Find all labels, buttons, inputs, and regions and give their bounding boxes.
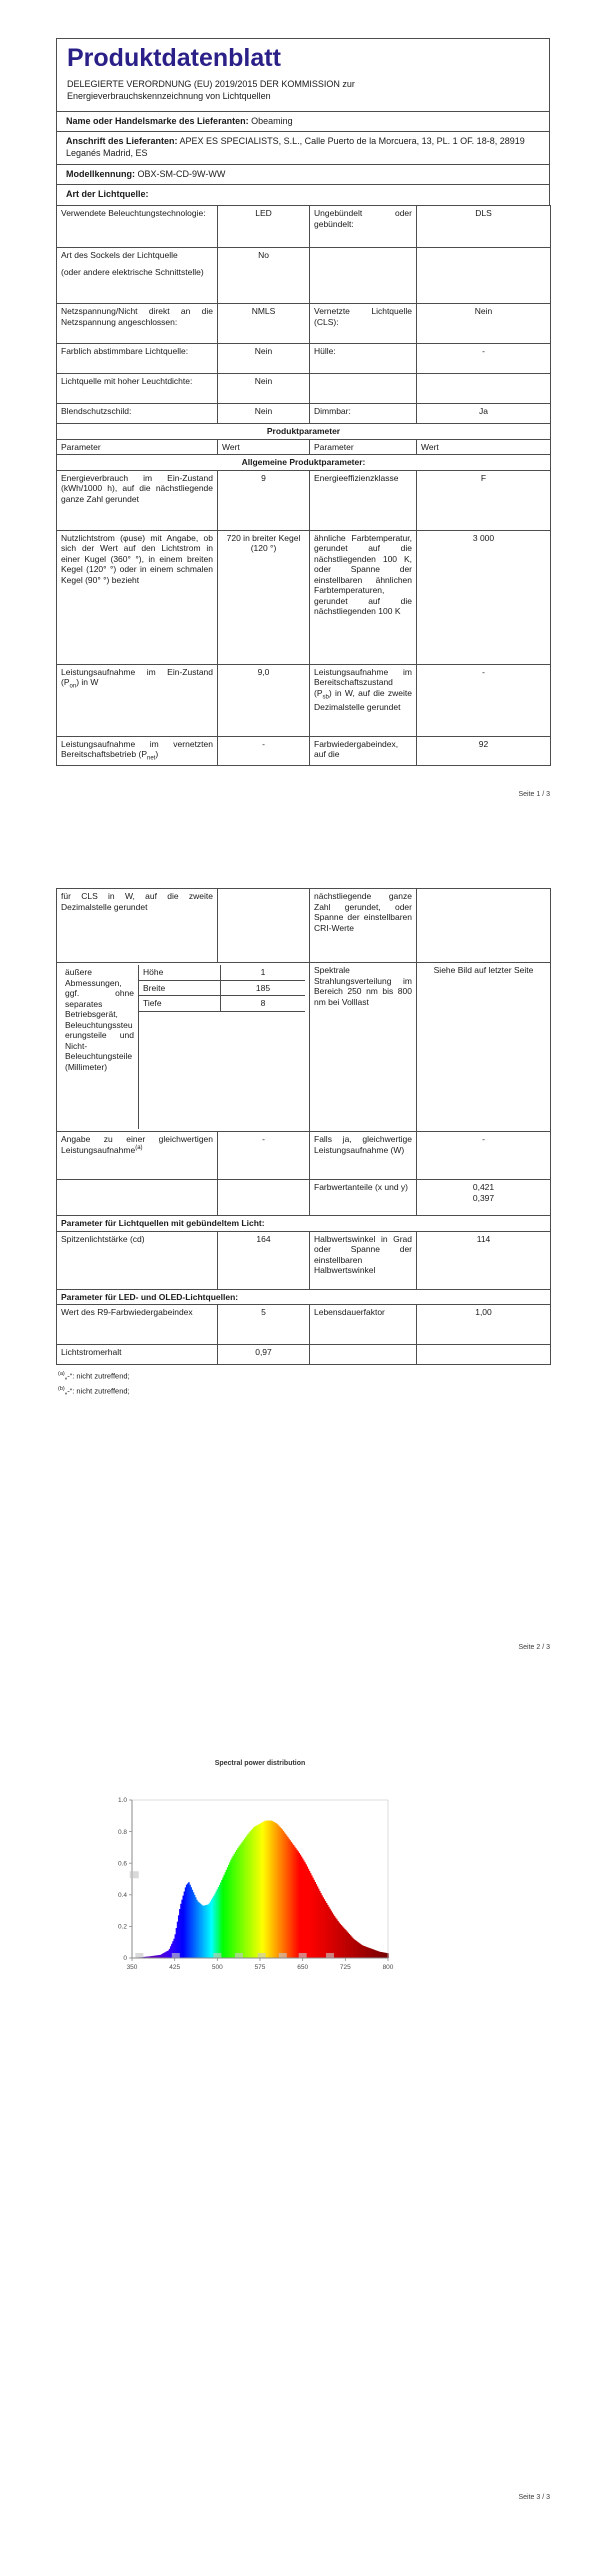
- svg-text:350: 350: [126, 1964, 138, 1971]
- table-row: [57, 530, 551, 664]
- param-cell: Farblich abstimmbare Lichtquelle:: [57, 343, 218, 373]
- table-row: [57, 343, 551, 373]
- param-cell: Hülle:: [310, 343, 417, 373]
- address-label: Anschrift des Lieferanten:: [66, 136, 178, 147]
- table-row: [57, 664, 551, 736]
- svg-text:0.4: 0.4: [117, 1892, 127, 1899]
- svg-text:425: 425: [169, 1964, 181, 1971]
- page-2: [56, 888, 550, 1403]
- param-cell: Energieeffizienzklasse: [310, 470, 417, 530]
- spd-chart: [95, 1770, 405, 1975]
- value-cell: -: [218, 1132, 310, 1180]
- value-cell: Nein: [218, 373, 310, 403]
- table-row: [57, 1345, 551, 1365]
- value-cell: 9: [218, 470, 310, 530]
- param-cell: Vernetzte Lichtquelle (CLS):: [310, 303, 417, 343]
- param-cell: Lichtquelle mit hoher Leuchtdichte:: [57, 373, 218, 403]
- width-value: 185: [255, 982, 271, 993]
- width-label: Breite: [139, 981, 221, 996]
- value-cell: -: [417, 1132, 551, 1180]
- value-cell: No: [218, 247, 310, 303]
- param-cell: Farbwertanteile (x und y): [310, 1180, 417, 1216]
- value-cell: [218, 1180, 310, 1216]
- param-cell: Spitzenlichtstärke (cd): [57, 1231, 218, 1289]
- page-title: Produktdatenblatt: [67, 44, 281, 72]
- param-cell: Blendschutzschild:: [57, 403, 218, 423]
- col-header: Wert: [218, 439, 310, 455]
- table-row: [57, 247, 551, 303]
- title-block: [56, 38, 550, 112]
- param-cell: Angabe zu einer gleichwertigen Leistungsaufnahme$^{(a)}$: [57, 1132, 218, 1180]
- gebuendelt-section-header: Parameter für Lichtquellen mit gebündeltem Licht:: [57, 1216, 551, 1232]
- param-cell: Spektrale Strahlungsverteilung im Bereich 250 nm bis 800 nm bei Volllast: [310, 963, 417, 1132]
- param-cell: [57, 1180, 218, 1216]
- model-label: Modellkennung:: [66, 168, 135, 179]
- svg-text:0: 0: [123, 1955, 127, 1963]
- value-cell: 92: [417, 736, 551, 766]
- param-cell: nächstliegende ganze Zahl gerundet, oder Spanne der einstellbaren CRI-Werte: [310, 889, 417, 963]
- regulation-subtitle-line-1: DELEGIERTE VERORDNUNG (EU) 2019/2015 DER KOMMISSION zur: [67, 79, 355, 90]
- dimensions-label: äußere Abmessungen, ggf. ohne separates Betriebsgerät, Beleuchtungssteuerungsteile und Nicht-Beleuchtungsteile (Millimeter): [61, 965, 139, 1129]
- product-parameters-table-page2: [56, 888, 551, 1365]
- supplier-value: Obeaming: [251, 115, 293, 126]
- param-cell: für CLS in W, auf die zweite Dezimalstelle gerundet: [57, 889, 218, 963]
- chart-title: Spectral power distribution: [214, 1760, 306, 1767]
- svg-text:575: 575: [254, 1964, 266, 1971]
- value-cell: [417, 889, 551, 963]
- footnote-a: $^{(a)}$„-“: nicht zutreffend;: [58, 1371, 130, 1381]
- param-cell: Halbwertswinkel in Grad oder Spanne der einstellbaren Halbwertswinkel: [310, 1231, 417, 1289]
- param-cell: Farbwiedergabeindex, auf die: [310, 736, 417, 766]
- value-cell: Nein: [218, 343, 310, 373]
- value-cell: 0,97: [218, 1345, 310, 1365]
- supplier-row: [56, 111, 550, 133]
- dimensions-cell: [57, 963, 310, 1132]
- table-row: [57, 1180, 551, 1216]
- address-row: [56, 131, 550, 164]
- dimension-width-row: [139, 981, 305, 997]
- column-header-row: [57, 439, 551, 455]
- value-cell: 1,00: [417, 1305, 551, 1345]
- dimension-depth-row: [139, 996, 305, 1012]
- table-row: [57, 373, 551, 403]
- value-cell: 164: [218, 1231, 310, 1289]
- dimension-filler: [139, 1012, 305, 1129]
- value-cell: -: [417, 664, 551, 736]
- param-cell: Dimmbar:: [310, 403, 417, 423]
- param-cell: Verwendete Beleuchtungstechnologie:: [57, 205, 218, 247]
- footnote-b: $^{(b)}$„-“: nicht zutreffend;: [58, 1385, 130, 1396]
- value-cell: 0,421 0,397: [417, 1180, 551, 1216]
- table-row: [57, 736, 551, 766]
- height-label: Höhe: [139, 965, 221, 980]
- value-cell: LED: [218, 205, 310, 247]
- led-oled-section-header: Parameter für LED- und OLED-Lichtquellen:: [57, 1289, 551, 1305]
- section-header-row: [57, 1289, 551, 1305]
- page-footer-3: Seite 3 / 3: [518, 2494, 550, 2501]
- height-value: 1: [260, 967, 266, 977]
- light-source-type-table: [56, 205, 551, 766]
- dimensions-row: [57, 963, 551, 1132]
- section-header-row: [57, 423, 551, 439]
- param-cell: Energieverbrauch im Ein-Zustand (kWh/1000 h), auf die nächstliegende ganze Zahl gerundet: [57, 470, 218, 530]
- table-row: [57, 303, 551, 343]
- value-cell: 5: [218, 1305, 310, 1345]
- param-cell: [310, 1345, 417, 1365]
- address-value: APEX ES SPECIALISTS, S.L., Calle Puerto de la Morcuera, 13, PL. 1 OF. 18-8, 28919 Leganés Madrid, ES: [66, 136, 525, 158]
- value-cell: Ja: [417, 403, 551, 423]
- table-row: [57, 1305, 551, 1345]
- dimension-height-row: [139, 965, 305, 981]
- value-cell: -: [417, 343, 551, 373]
- regulation-subtitle-line-2: Energieverbrauchskennzeichnung von Lichtquellen: [67, 91, 271, 102]
- table-row: [57, 403, 551, 423]
- section-header-row: [57, 1216, 551, 1232]
- value-cell: [218, 889, 310, 963]
- table-row: [57, 470, 551, 530]
- value-cell: 720 in breiter Kegel (120 °): [218, 530, 310, 664]
- param-cell: Leistungsaufnahme im Ein-Zustand $(P_{on})$ in W: [57, 664, 218, 736]
- supplier-label: Name oder Handelsmarke des Lieferanten:: [66, 115, 249, 126]
- svg-text:1.0: 1.0: [117, 1797, 127, 1805]
- param-cell: Netzspannung/Nicht direkt an die Netzspannung angeschlossen:: [57, 303, 218, 343]
- param-cell: Falls ja, gleichwertige Leistungsaufnahme (W): [310, 1132, 417, 1180]
- svg-text:800: 800: [382, 1964, 394, 1971]
- page-footer-2: Seite 2 / 3: [518, 1644, 550, 1651]
- svg-text:0.2: 0.2: [117, 1923, 127, 1931]
- param-cell: Lichtstromerhalt: [57, 1345, 218, 1365]
- param-cell: Wert des R9-Farbwiedergabeindex: [57, 1305, 218, 1345]
- page-footer-1: Seite 1 / 3: [518, 791, 550, 798]
- table-row: [57, 889, 551, 963]
- svg-text:500: 500: [211, 1964, 223, 1971]
- col-header: Wert: [417, 439, 551, 455]
- param-cell: Leistungsaufnahme im Bereitschaftszustand $(P_{sb})$ in W, auf die zweite Dezimalstelle gerundet: [310, 664, 417, 736]
- value-cell: DLS: [417, 205, 551, 247]
- depth-label: Tiefe: [139, 996, 221, 1011]
- footnotes: [56, 1365, 550, 1403]
- svg-text:725: 725: [339, 1964, 351, 1971]
- svg-text:0.8: 0.8: [117, 1828, 127, 1836]
- param-cell: Lebensdauerfaktor: [310, 1305, 417, 1345]
- param-cell: ähnliche Farbtemperatur, gerundet auf die nächstliegenden 100 K, oder Spanne der einstellbaren ähnlichen Farbtemperaturen, gerundet auf die nächstliegenden 100 K: [310, 530, 417, 664]
- value-cell: Nein: [218, 403, 310, 423]
- section-header-row: [57, 455, 551, 471]
- value-cell: [417, 1345, 551, 1365]
- param-cell: [310, 247, 417, 303]
- value-cell: Nein: [417, 303, 551, 343]
- table-row: [57, 205, 551, 247]
- light-source-type-header: Art der Lichtquelle:: [56, 184, 550, 206]
- param-cell: Ungebündelt oder gebündelt:: [310, 205, 417, 247]
- value-cell: 114: [417, 1231, 551, 1289]
- param-cell: Leistungsaufnahme im vernetzten Bereitschaftsbetrieb $(P_{net})$: [57, 736, 218, 766]
- produktparameter-header: Produktparameter: [57, 423, 551, 439]
- value-cell: NMLS: [218, 303, 310, 343]
- value-cell: F: [417, 470, 551, 530]
- table-row: [57, 1231, 551, 1289]
- value-cell: Siehe Bild auf letzter Seite: [417, 963, 551, 1132]
- allgemeine-header: Allgemeine Produktparameter:: [57, 455, 551, 471]
- value-cell: 9,0: [218, 664, 310, 736]
- table-row: [57, 1132, 551, 1180]
- value-cell: [417, 247, 551, 303]
- param-cell: Nutzlichtstrom (φuse) mit Angabe, ob sich der Wert auf den Lichtstrom in einer Kugel (360° °), in einem breiten Kegel (120° °) oder in einem schmalen Kegel (90° °) bezieht: [57, 530, 218, 664]
- value-cell: [417, 373, 551, 403]
- svg-text:650: 650: [297, 1964, 309, 1971]
- col-header: Parameter: [310, 439, 417, 455]
- page-1: [56, 39, 550, 766]
- svg-text:0.6: 0.6: [117, 1860, 127, 1868]
- param-cell: Art des Sockels der Lichtquelle (oder andere elektrische Schnittstelle): [57, 247, 218, 303]
- value-cell: -: [218, 736, 310, 766]
- param-cell: [310, 373, 417, 403]
- model-value: OBX-SM-CD-9W-WW: [137, 168, 226, 179]
- model-row: [56, 164, 550, 186]
- value-cell: 3 000: [417, 530, 551, 664]
- col-header: Parameter: [57, 439, 218, 455]
- depth-value: 8: [260, 998, 266, 1009]
